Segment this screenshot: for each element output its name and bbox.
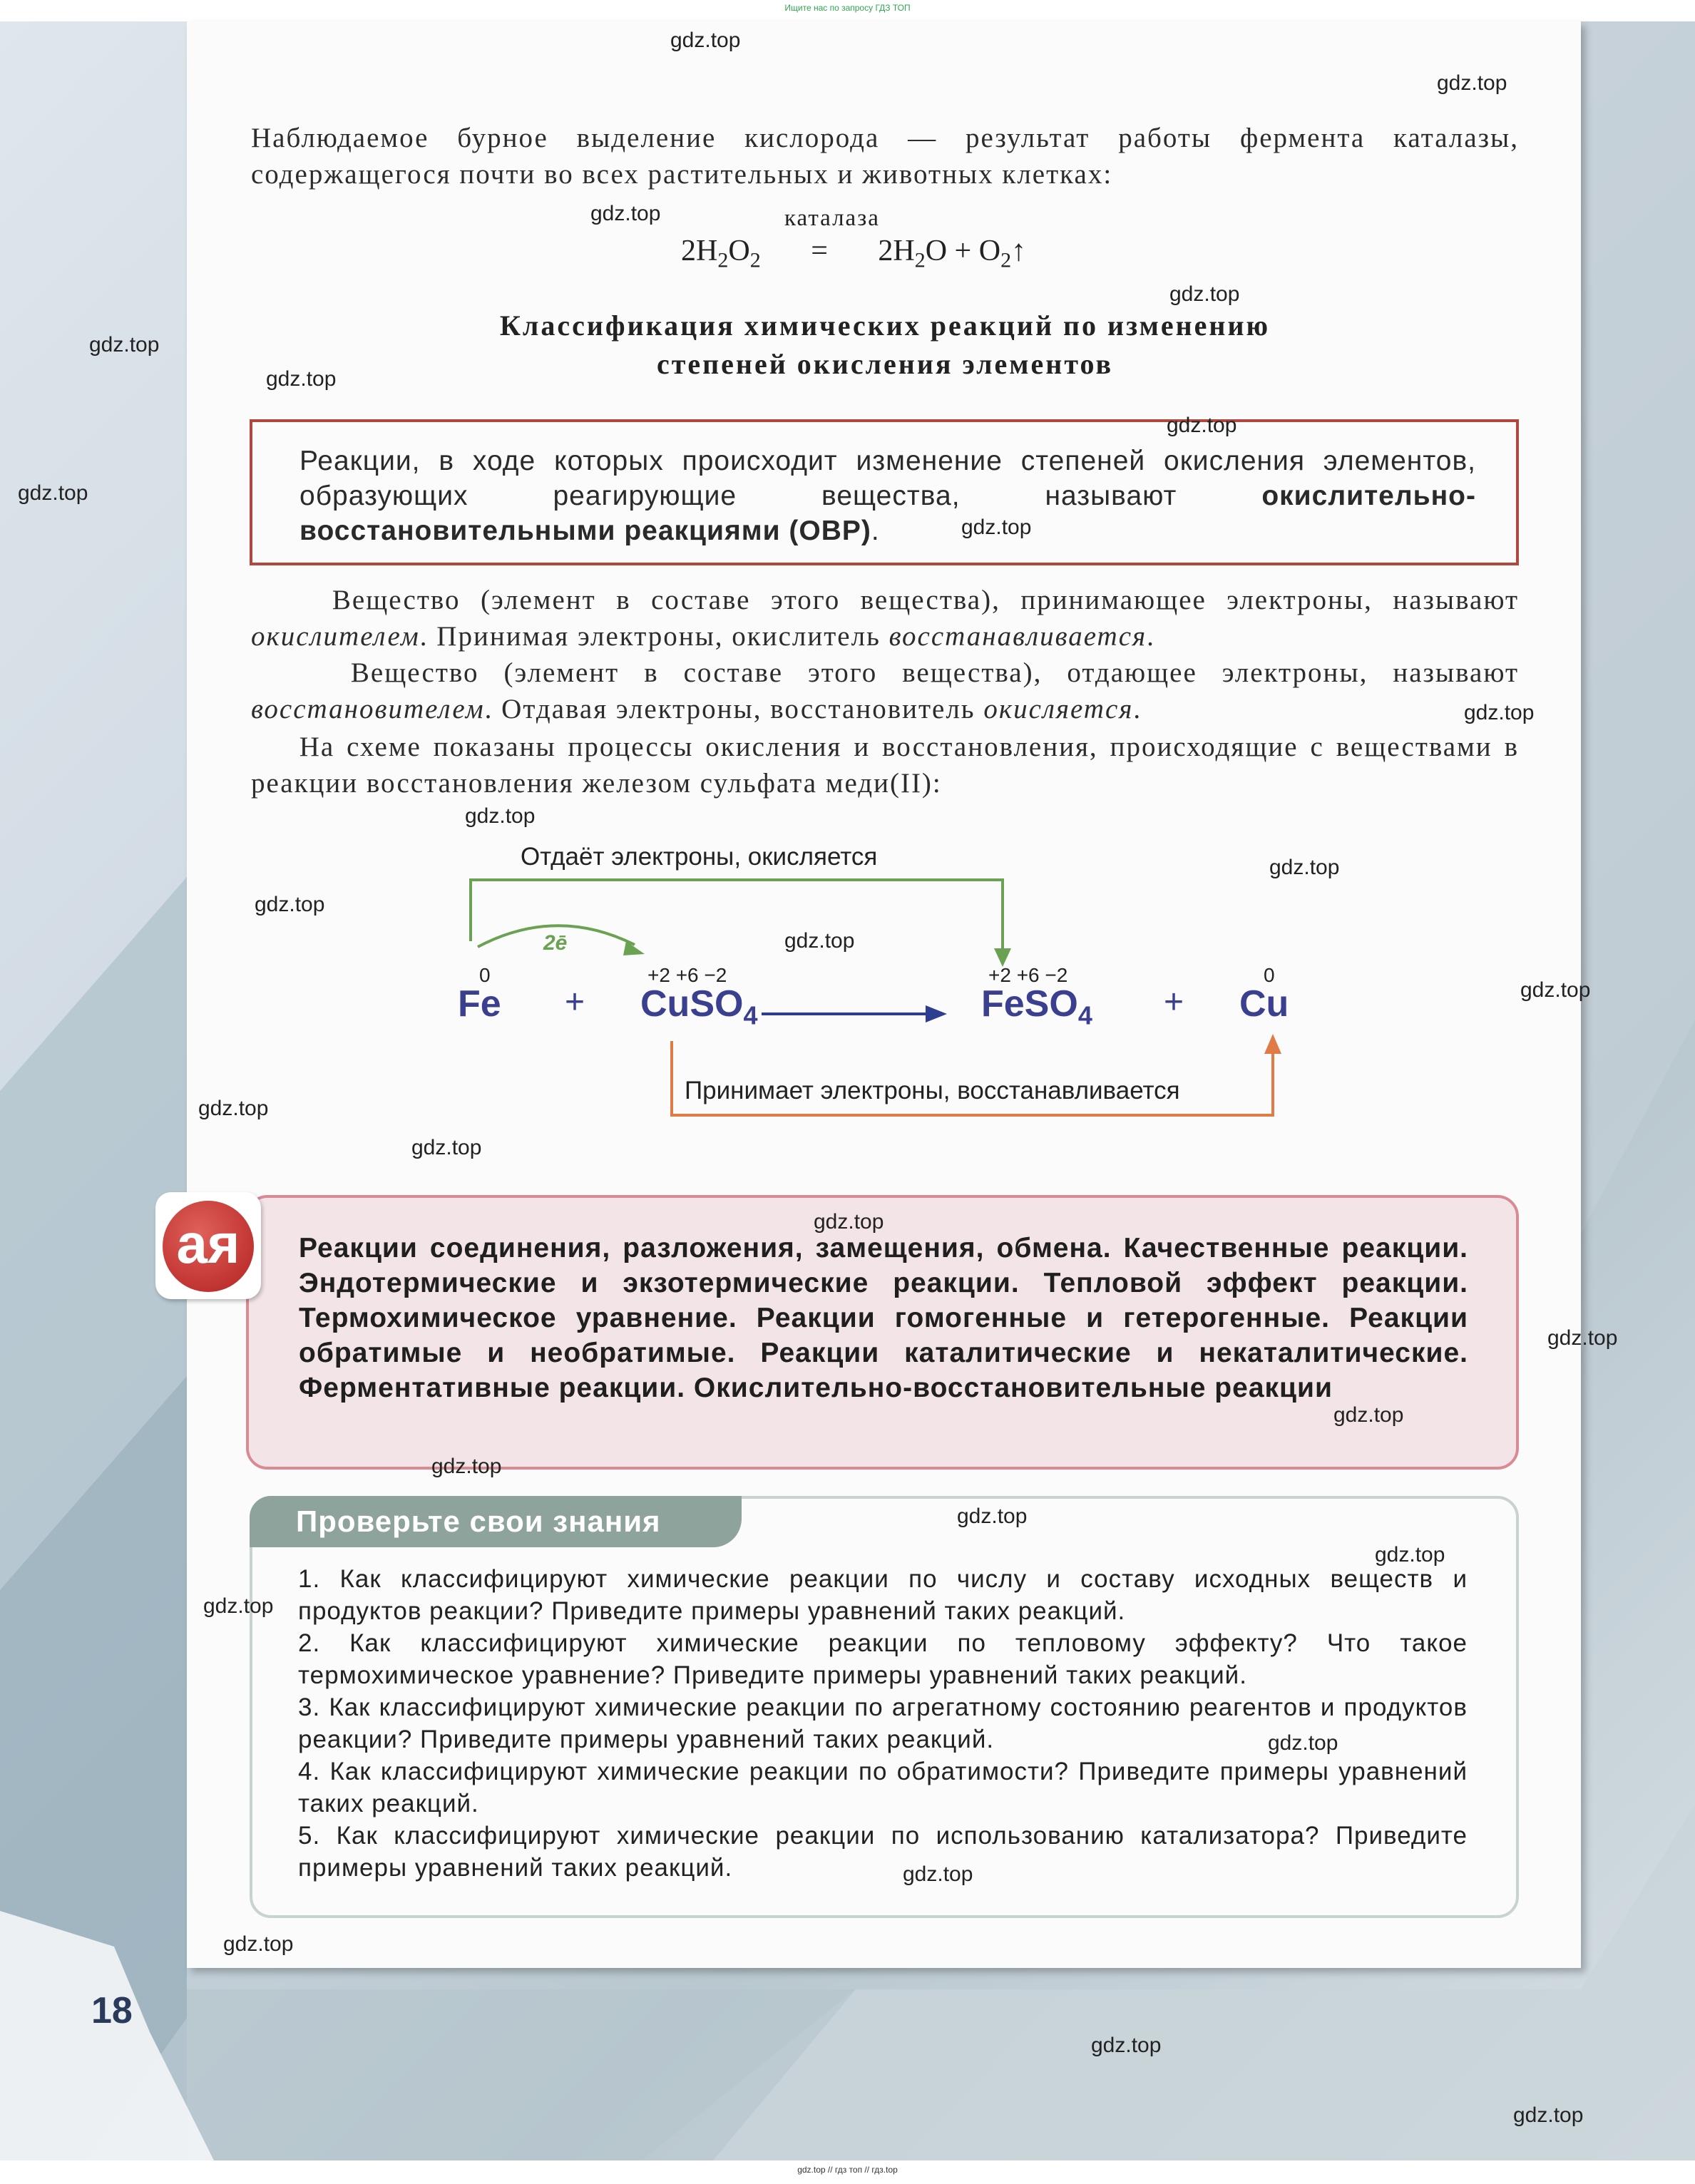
watermark: gdz.top — [18, 481, 88, 505]
watermark: gdz.top — [961, 516, 1032, 539]
oxidizer-paragraph: Вещество (элемент в составе этого вещества), принимающее электроны, называют окислителем. Принимая электроны, окислитель восстанавливается. — [251, 585, 1520, 652]
watermark: gdz.top — [1513, 2103, 1584, 2127]
watermark: gdz.top — [784, 929, 855, 953]
footer-note: gdz.top // гдз топ // гдз.top — [797, 2165, 898, 2175]
reduction-label: Принимает электроны, восстанавливается — [685, 1077, 1180, 1104]
question-item: 2. Как классифицируют химические реакции по тепловому эффекту? Что такое термохимическое уравнение? Приведите примеры уравнений таких реакций. — [298, 1629, 1468, 1689]
catalase-equation: $2H_2O_2 = 2H_2O$ + $O_2↑$ — [681, 235, 1027, 272]
watermark: gdz.top — [89, 333, 160, 357]
cu-oxidation-state: 0 — [1264, 964, 1275, 986]
catalase-paragraph: Наблюдаемое бурное выделение кислорода — результат работы фермента каталазы, содержащегося почти во всех растительных и животных клетках: — [251, 123, 1519, 190]
watermark: gdz.top — [411, 1136, 482, 1159]
feso4-formula: FeSO$_4$ — [981, 983, 1092, 1030]
keywords-box — [246, 1195, 1519, 1470]
logo-letters: ая — [163, 1201, 254, 1292]
watermark: gdz.top — [814, 1210, 884, 1234]
cuso4-formula: CuSO$_4$ — [640, 983, 758, 1030]
watermark: gdz.top — [1520, 978, 1591, 1002]
watermark: gdz.top — [957, 1504, 1028, 1528]
plus-sign-right: + — [1164, 983, 1184, 1021]
question-item: 3. Как классифицируют химические реакции по агрегатному состоянию реагентов и продуктов реакции? Приведите примеры уравнений таких реакций. — [298, 1693, 1468, 1753]
watermark: gdz.top — [1269, 856, 1340, 879]
cu-formula: Cu — [1239, 983, 1289, 1025]
watermark: gdz.top — [203, 1594, 274, 1618]
watermark: gdz.top — [223, 1932, 294, 1956]
question-item: 4. Как классифицируют химические реакции по обратимости? Приведите примеры уравнений таких реакций. — [298, 1758, 1468, 1818]
watermark: gdz.top — [465, 804, 536, 828]
keywords-logo-icon — [155, 1192, 261, 1299]
watermark: gdz.top — [1091, 2034, 1162, 2057]
section-heading: Классификация химических реакций по изменению степеней окисления элементов — [499, 309, 1271, 380]
questions-title: Проверьте свои знания — [250, 1496, 742, 1547]
questions-list — [298, 1563, 1468, 1884]
watermark: gdz.top — [1464, 701, 1535, 724]
watermark: gdz.top — [1169, 282, 1240, 306]
cuso4-oxidation-states: +2 +6 −2 — [647, 964, 727, 986]
watermark: gdz.top — [670, 29, 741, 52]
watermark: gdz.top — [1437, 71, 1507, 95]
watermark: gdz.top — [1547, 1326, 1618, 1350]
scheme-intro-paragraph: На схеме показаны процессы окисления и восстановления, происходящие с веществами в реакции восстановления железом сульфата меди(II): — [251, 732, 1520, 799]
question-item: 5. Как классифицируют химические реакции по использованию катализатора? Приведите примеры уравнений таких реакций. — [298, 1822, 1468, 1882]
fe-formula: Fe — [458, 983, 501, 1025]
watermark: gdz.top — [198, 1097, 269, 1120]
watermark: gdz.top — [266, 367, 337, 391]
electron-label: 2ē — [543, 931, 568, 955]
plus-sign-left: + — [565, 983, 585, 1021]
definition-text: Реакции, в ходе которых происходит изменение степеней окисления элементов, образующих реагирующие вещества, называют окислительно-восстановительными реакциями (ОВР). — [299, 446, 1476, 546]
watermark: gdz.top — [255, 893, 325, 916]
watermark: gdz.top — [1375, 1543, 1445, 1567]
watermark: gdz.top — [1333, 1403, 1404, 1427]
page-number: 18 — [91, 1990, 133, 2031]
feso4-oxidation-states: +2 +6 −2 — [988, 964, 1068, 986]
header-note: Ищите нас по запросу ГДЗ ТОП — [784, 3, 911, 13]
reducer-paragraph: Вещество (элемент в составе этого вещества), отдающее электроны, называют восстановителем. Отдавая электроны, восстановитель окисляется. — [251, 657, 1519, 724]
watermark: gdz.top — [903, 1862, 973, 1886]
watermark: gdz.top — [590, 202, 661, 225]
keywords-text: Реакции соединения, разложения, замещения, обмена. Качественные реакции. Эндотермические и экзотермические реакции. Тепловой эффект реакции. Термохимическое уравнение. Реакции гомогенные и гетерогенные. Реакции обратимые и необратимые. Реакции каталитические и некаталитические. Ферментативные реакции. Окислительно-восстановительные реакции — [299, 1233, 1468, 1403]
question-item: 1. Как классифицируют химические реакции по числу и составу исходных веществ и продуктов реакции? Приведите примеры уравнений таких реакций. — [298, 1565, 1468, 1625]
watermark: gdz.top — [1268, 1731, 1338, 1755]
fe-oxidation-state: 0 — [479, 964, 491, 986]
definition-box — [250, 419, 1519, 565]
watermark: gdz.top — [431, 1455, 502, 1478]
watermark: gdz.top — [1167, 414, 1237, 437]
oxidation-label: Отдаёт электроны, окисляется — [521, 843, 878, 871]
catalyst-label: каталаза — [784, 205, 880, 231]
